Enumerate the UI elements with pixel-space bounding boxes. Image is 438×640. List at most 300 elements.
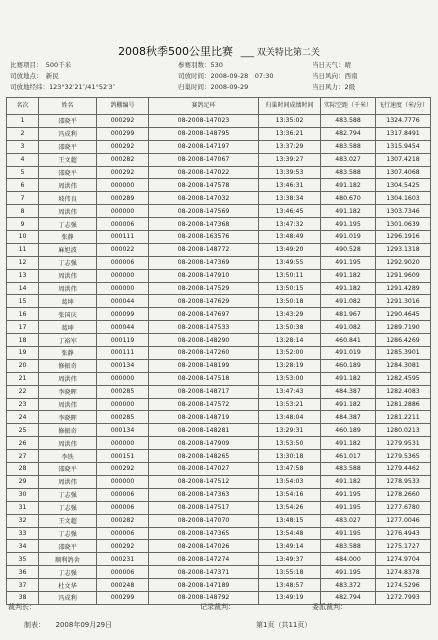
table-row <box>7 359 431 372</box>
cell-arrival-time: 13:49:55 <box>259 256 321 269</box>
cell-loft-id: 000151 <box>97 450 149 463</box>
table-row <box>7 295 431 308</box>
cell-distance: 491.182 <box>321 398 376 411</box>
col-header-speed: 飞行速度（米/分） <box>376 98 431 115</box>
cell-loft-id: 000099 <box>97 308 149 321</box>
cell-rank: 23 <box>7 398 39 411</box>
cell-loft-id: 000231 <box>97 553 149 566</box>
cell-loft-id: 000006 <box>97 527 149 540</box>
table-row <box>7 140 431 153</box>
cell-speed: 1292.9020 <box>376 256 431 269</box>
cell-arrival-time: 13:39:53 <box>259 166 321 179</box>
cell-arrival-time: 13:46:31 <box>259 179 321 192</box>
cell-distance: 491.182 <box>321 475 376 488</box>
table-row <box>7 398 431 411</box>
cell-rank: 28 <box>7 463 39 476</box>
meta-coords: 司放地经纬：123°32′21″/41°52′3″ <box>10 83 116 91</box>
meta-return-date: 归巢时间：2008-09-29 <box>178 83 249 91</box>
cell-rank: 38 <box>7 591 39 604</box>
cell-speed: 1278.2660 <box>376 488 431 501</box>
cell-speed: 1290.4645 <box>376 308 431 321</box>
table-row <box>7 372 431 385</box>
cell-distance: 491.182 <box>321 372 376 385</box>
cell-speed: 1281.2886 <box>376 398 431 411</box>
cell-rank: 24 <box>7 411 39 424</box>
cell-ring: 08-2008-148199 <box>149 359 259 372</box>
cell-speed: 1277.0046 <box>376 514 431 527</box>
cell-rank: 31 <box>7 501 39 514</box>
cell-rank: 26 <box>7 437 39 450</box>
cell-name: 邵晓平 <box>39 166 97 179</box>
table-row <box>7 501 431 514</box>
cell-loft-id: 000000 <box>97 205 149 218</box>
cell-ring: 08-2008-163576 <box>149 231 259 244</box>
cell-distance: 460.189 <box>321 424 376 437</box>
meta-count: 参赛羽数：530 <box>178 61 223 69</box>
cell-name: 冯成利 <box>39 127 97 140</box>
cell-arrival-time: 13:47:43 <box>259 385 321 398</box>
cell-distance: 491.082 <box>321 321 376 334</box>
footer-committee: 委派裁判： <box>312 603 347 611</box>
footer-page: 第1页（共11页） <box>256 621 312 629</box>
cell-ring: 08-2008-147363 <box>149 488 259 501</box>
cell-loft-id: 000006 <box>97 218 149 231</box>
cell-ring: 08-2008-147518 <box>149 372 259 385</box>
cell-name: 丁志强 <box>39 488 97 501</box>
cell-ring: 08-2008-147529 <box>149 282 259 295</box>
cell-speed: 1280.0213 <box>376 424 431 437</box>
col-header-name: 姓名 <box>39 98 97 115</box>
cell-name: 葛坤 <box>39 295 97 308</box>
table-row <box>7 450 431 463</box>
table-row <box>7 463 431 476</box>
cell-distance: 460.841 <box>321 334 376 347</box>
cell-name: 张静 <box>39 347 97 360</box>
cell-loft-id: 000000 <box>97 269 149 282</box>
cell-loft-id: 000000 <box>97 372 149 385</box>
cell-rank: 14 <box>7 282 39 295</box>
cell-name: 葛坤 <box>39 321 97 334</box>
cell-ring: 08-2008-147067 <box>149 153 259 166</box>
cell-speed: 1279.5365 <box>376 450 431 463</box>
cell-loft-id: 000006 <box>97 501 149 514</box>
cell-rank: 9 <box>7 218 39 231</box>
cell-loft-id: 000000 <box>97 475 149 488</box>
cell-arrival-time: 13:29:31 <box>259 424 321 437</box>
col-header-loft-id: 鸽棚编号 <box>97 98 149 115</box>
cell-ring: 08-2008-147260 <box>149 347 259 360</box>
cell-arrival-time: 13:54:48 <box>259 527 321 540</box>
cell-loft-id: 000006 <box>97 566 149 579</box>
cell-speed: 1277.6780 <box>376 501 431 514</box>
table-row <box>7 424 431 437</box>
cell-distance: 481.967 <box>321 308 376 321</box>
cell-name: 李铁 <box>39 450 97 463</box>
cell-rank: 6 <box>7 179 39 192</box>
cell-loft-id: 000292 <box>97 115 149 128</box>
cell-ring: 08-2008-147274 <box>149 553 259 566</box>
cell-distance: 491.195 <box>321 218 376 231</box>
cell-name: 周洪伟 <box>39 269 97 282</box>
cell-ring: 08-2008-147368 <box>149 218 259 231</box>
cell-loft-id: 000285 <box>97 411 149 424</box>
cell-name: 周洪伟 <box>39 475 97 488</box>
cell-rank: 22 <box>7 385 39 398</box>
cell-speed: 1304.1603 <box>376 192 431 205</box>
cell-speed: 1282.4083 <box>376 385 431 398</box>
table-row <box>7 514 431 527</box>
meta-release-time: 司放时间：2008-09-28 07:30 <box>178 72 274 80</box>
cell-arrival-time: 13:49:37 <box>259 553 321 566</box>
cell-ring: 08-2008-147569 <box>149 205 259 218</box>
cell-rank: 16 <box>7 308 39 321</box>
cell-speed: 1307.4218 <box>376 153 431 166</box>
cell-name: 李晓晖 <box>39 411 97 424</box>
footer-judge: 裁判长： <box>8 603 36 611</box>
cell-rank: 12 <box>7 256 39 269</box>
cell-ring: 08-2008-148719 <box>149 411 259 424</box>
cell-arrival-time: 13:54:03 <box>259 475 321 488</box>
col-header-rank: 名次 <box>7 98 39 115</box>
cell-loft-id: 000292 <box>97 166 149 179</box>
cell-distance: 483.027 <box>321 514 376 527</box>
cell-arrival-time: 13:49:19 <box>259 591 321 604</box>
col-header-ring: 赛鸽足环 <box>149 98 259 115</box>
table-row <box>7 488 431 501</box>
table-row <box>7 205 431 218</box>
cell-name: 冯成利 <box>39 591 97 604</box>
cell-ring: 08-2008-148717 <box>149 385 259 398</box>
cell-name: 坡伟良 <box>39 192 97 205</box>
cell-ring: 08-2008-147371 <box>149 566 259 579</box>
table-row <box>7 527 431 540</box>
cell-ring: 08-2008-147197 <box>149 140 259 153</box>
cell-name: 邵晓平 <box>39 463 97 476</box>
cell-distance: 483.372 <box>321 579 376 592</box>
cell-name: 麻旭波 <box>39 243 97 256</box>
cell-name: 周洪伟 <box>39 437 97 450</box>
cell-rank: 27 <box>7 450 39 463</box>
cell-loft-id: 000289 <box>97 192 149 205</box>
cell-arrival-time: 13:50:15 <box>259 282 321 295</box>
cell-rank: 8 <box>7 205 39 218</box>
cell-speed: 1274.5296 <box>376 579 431 592</box>
cell-ring: 08-2008-147369 <box>149 256 259 269</box>
cell-speed: 1279.9531 <box>376 437 431 450</box>
cell-loft-id: 000248 <box>97 579 149 592</box>
cell-arrival-time: 13:35:02 <box>259 115 321 128</box>
col-header-arrival-time: 归巢时间成绩时间 <box>259 98 321 115</box>
cell-distance: 491.182 <box>321 437 376 450</box>
cell-name: 王文超 <box>39 514 97 527</box>
cell-name: 周洪伟 <box>39 179 97 192</box>
cell-arrival-time: 13:28:14 <box>259 334 321 347</box>
cell-name: 顺利鸽舍 <box>39 553 97 566</box>
cell-distance: 484.000 <box>321 553 376 566</box>
cell-ring: 08-2008-148792 <box>149 591 259 604</box>
table-row <box>7 269 431 282</box>
cell-speed: 1291.3016 <box>376 295 431 308</box>
cell-loft-id: 000292 <box>97 463 149 476</box>
cell-name: 丁裕军 <box>39 334 97 347</box>
table-row <box>7 127 431 140</box>
cell-distance: 483.588 <box>321 166 376 179</box>
cell-rank: 37 <box>7 579 39 592</box>
cell-distance: 482.794 <box>321 127 376 140</box>
cell-rank: 29 <box>7 475 39 488</box>
cell-ring: 08-2008-148290 <box>149 334 259 347</box>
cell-arrival-time: 13:50:11 <box>259 269 321 282</box>
cell-ring: 08-2008-147512 <box>149 475 259 488</box>
cell-speed: 1291.9609 <box>376 269 431 282</box>
cell-loft-id: 000044 <box>97 295 149 308</box>
cell-name: 丁志强 <box>39 501 97 514</box>
cell-rank: 21 <box>7 372 39 385</box>
cell-name: 邵晓平 <box>39 140 97 153</box>
cell-arrival-time: 13:48:49 <box>259 231 321 244</box>
cell-speed: 1315.9454 <box>376 140 431 153</box>
cell-arrival-time: 13:49:14 <box>259 540 321 553</box>
cell-rank: 7 <box>7 192 39 205</box>
cell-rank: 13 <box>7 269 39 282</box>
cell-speed: 1276.4943 <box>376 527 431 540</box>
cell-loft-id: 000006 <box>97 256 149 269</box>
cell-ring: 08-2008-147578 <box>149 179 259 192</box>
cell-arrival-time: 13:53:50 <box>259 437 321 450</box>
table-row <box>7 308 431 321</box>
table-row <box>7 553 431 566</box>
cell-speed: 1303.7346 <box>376 205 431 218</box>
cell-ring: 08-2008-147027 <box>149 463 259 476</box>
cell-arrival-time: 13:47:58 <box>259 463 321 476</box>
table-row <box>7 166 431 179</box>
page-title <box>0 43 438 59</box>
cell-ring: 08-2008-148772 <box>149 243 259 256</box>
table-row <box>7 218 431 231</box>
race-subtitle: ___ 双关特比第二关 <box>240 48 320 58</box>
meta-location: 司放地点： 新民 <box>10 72 59 80</box>
table-row <box>7 179 431 192</box>
cell-speed: 1282.4595 <box>376 372 431 385</box>
cell-speed: 1289.7190 <box>376 321 431 334</box>
cell-loft-id: 000285 <box>97 385 149 398</box>
cell-distance: 484.387 <box>321 411 376 424</box>
cell-arrival-time: 13:39:27 <box>259 153 321 166</box>
cell-arrival-time: 13:52:00 <box>259 347 321 360</box>
meta-weather: 当日天气：晴 <box>312 61 351 69</box>
cell-speed: 1274.9704 <box>376 553 431 566</box>
cell-arrival-time: 13:48:57 <box>259 579 321 592</box>
cell-distance: 483.027 <box>321 153 376 166</box>
meta-wind-level: 当日风力：2级 <box>312 83 356 91</box>
cell-name: 邵晓平 <box>39 115 97 128</box>
cell-ring: 08-2008-147365 <box>149 527 259 540</box>
footer-date: 制表： 2008年09月29日 <box>24 621 113 629</box>
cell-name: 邵晓平 <box>39 540 97 553</box>
cell-ring: 08-2008-147070 <box>149 514 259 527</box>
table-row <box>7 540 431 553</box>
cell-distance: 491.019 <box>321 347 376 360</box>
cell-speed: 1284.3081 <box>376 359 431 372</box>
cell-rank: 2 <box>7 127 39 140</box>
cell-loft-id: 000044 <box>97 321 149 334</box>
cell-distance: 491.182 <box>321 282 376 295</box>
cell-arrival-time: 13:46:45 <box>259 205 321 218</box>
cell-rank: 3 <box>7 140 39 153</box>
cell-distance: 460.189 <box>321 359 376 372</box>
cell-arrival-time: 13:49:20 <box>259 243 321 256</box>
cell-distance: 480.670 <box>321 192 376 205</box>
cell-loft-id: 000022 <box>97 243 149 256</box>
col-header-distance: 实际空距（千米） <box>321 98 376 115</box>
cell-name: 张静 <box>39 231 97 244</box>
cell-ring: 08-2008-147026 <box>149 540 259 553</box>
cell-distance: 491.195 <box>321 488 376 501</box>
cell-distance: 491.182 <box>321 205 376 218</box>
cell-ring: 08-2008-147910 <box>149 269 259 282</box>
cell-ring: 08-2008-147909 <box>149 437 259 450</box>
cell-arrival-time: 13:47:32 <box>259 218 321 231</box>
cell-distance: 483.588 <box>321 463 376 476</box>
cell-loft-id: 000299 <box>97 127 149 140</box>
cell-speed: 1274.8378 <box>376 566 431 579</box>
cell-loft-id: 000134 <box>97 424 149 437</box>
table-row <box>7 321 431 334</box>
cell-rank: 36 <box>7 566 39 579</box>
cell-name: 周洪伟 <box>39 282 97 295</box>
cell-distance: 491.195 <box>321 501 376 514</box>
cell-distance: 491.195 <box>321 566 376 579</box>
cell-distance: 491.182 <box>321 269 376 282</box>
cell-arrival-time: 13:54:16 <box>259 488 321 501</box>
cell-loft-id: 000000 <box>97 437 149 450</box>
cell-name: 修振奇 <box>39 359 97 372</box>
cell-ring: 08-2008-147023 <box>149 115 259 128</box>
cell-name: 丁志强 <box>39 566 97 579</box>
table-row <box>7 243 431 256</box>
cell-arrival-time: 13:48:15 <box>259 514 321 527</box>
cell-rank: 17 <box>7 321 39 334</box>
cell-loft-id: 000282 <box>97 153 149 166</box>
cell-name: 王文超 <box>39 153 97 166</box>
cell-loft-id: 000000 <box>97 179 149 192</box>
cell-speed: 1301.0639 <box>376 218 431 231</box>
cell-ring: 08-2008-148265 <box>149 450 259 463</box>
cell-ring: 08-2008-147572 <box>149 398 259 411</box>
table-row <box>7 437 431 450</box>
cell-distance: 491.019 <box>321 231 376 244</box>
meta-distance: 比赛项目： 500千米 <box>10 61 72 69</box>
cell-rank: 35 <box>7 553 39 566</box>
cell-distance: 484.387 <box>321 385 376 398</box>
cell-speed: 1317.8491 <box>376 127 431 140</box>
cell-speed: 1307.4068 <box>376 166 431 179</box>
cell-rank: 34 <box>7 540 39 553</box>
table-row <box>7 475 431 488</box>
cell-arrival-time: 13:50:18 <box>259 295 321 308</box>
cell-ring: 08-2008-147022 <box>149 166 259 179</box>
race-title: 2008秋季500公里比赛 <box>118 45 234 58</box>
cell-distance: 483.588 <box>321 115 376 128</box>
cell-name: 修振奇 <box>39 424 97 437</box>
cell-ring: 08-2008-147629 <box>149 295 259 308</box>
cell-speed: 1296.1916 <box>376 231 431 244</box>
cell-ring: 08-2008-148795 <box>149 127 259 140</box>
cell-speed: 1291.4289 <box>376 282 431 295</box>
cell-speed: 1285.3901 <box>376 347 431 360</box>
cell-distance: 491.195 <box>321 256 376 269</box>
cell-loft-id: 000111 <box>97 231 149 244</box>
cell-speed: 1293.1318 <box>376 243 431 256</box>
cell-name: 周洪伟 <box>39 398 97 411</box>
cell-loft-id: 000299 <box>97 591 149 604</box>
cell-rank: 10 <box>7 231 39 244</box>
cell-distance: 491.195 <box>321 527 376 540</box>
cell-rank: 20 <box>7 359 39 372</box>
cell-name: 丁志强 <box>39 256 97 269</box>
cell-arrival-time: 13:43:29 <box>259 308 321 321</box>
cell-arrival-time: 13:28:19 <box>259 359 321 372</box>
cell-arrival-time: 13:38:34 <box>259 192 321 205</box>
cell-rank: 4 <box>7 153 39 166</box>
cell-speed: 1279.4462 <box>376 463 431 476</box>
table-row <box>7 411 431 424</box>
cell-arrival-time: 13:53:00 <box>259 372 321 385</box>
table-row <box>7 192 431 205</box>
cell-loft-id: 000006 <box>97 488 149 501</box>
cell-arrival-time: 13:30:18 <box>259 450 321 463</box>
cell-distance: 491.182 <box>321 179 376 192</box>
table-header-row <box>7 98 431 115</box>
cell-speed: 1272.7993 <box>376 591 431 604</box>
cell-distance: 482.794 <box>321 591 376 604</box>
table-row <box>7 153 431 166</box>
table-row <box>7 347 431 360</box>
cell-loft-id: 000292 <box>97 540 149 553</box>
cell-loft-id: 000292 <box>97 140 149 153</box>
cell-loft-id: 000000 <box>97 398 149 411</box>
cell-ring: 08-2008-147533 <box>149 321 259 334</box>
table-row <box>7 566 431 579</box>
cell-speed: 1281.2211 <box>376 411 431 424</box>
cell-name: 周洪伟 <box>39 205 97 218</box>
cell-rank: 1 <box>7 115 39 128</box>
cell-rank: 15 <box>7 295 39 308</box>
cell-arrival-time: 13:48:04 <box>259 411 321 424</box>
table-row <box>7 579 431 592</box>
cell-rank: 25 <box>7 424 39 437</box>
cell-arrival-time: 13:37:29 <box>259 140 321 153</box>
cell-speed: 1275.1727 <box>376 540 431 553</box>
cell-speed: 1278.9533 <box>376 475 431 488</box>
cell-rank: 5 <box>7 166 39 179</box>
table-row <box>7 334 431 347</box>
cell-distance: 490.528 <box>321 243 376 256</box>
meta-wind-direction: 当日风向：西南 <box>312 72 358 80</box>
cell-name: 丁志强 <box>39 218 97 231</box>
cell-speed: 1304.5425 <box>376 179 431 192</box>
cell-ring: 08-2008-147697 <box>149 308 259 321</box>
cell-loft-id: 000282 <box>97 514 149 527</box>
cell-distance: 491.082 <box>321 295 376 308</box>
cell-ring: 08-2008-147189 <box>149 579 259 592</box>
cell-name: 李晓晖 <box>39 385 97 398</box>
cell-name: 丁志强 <box>39 527 97 540</box>
cell-rank: 11 <box>7 243 39 256</box>
cell-rank: 18 <box>7 334 39 347</box>
cell-loft-id: 000000 <box>97 282 149 295</box>
cell-ring: 08-2008-148281 <box>149 424 259 437</box>
